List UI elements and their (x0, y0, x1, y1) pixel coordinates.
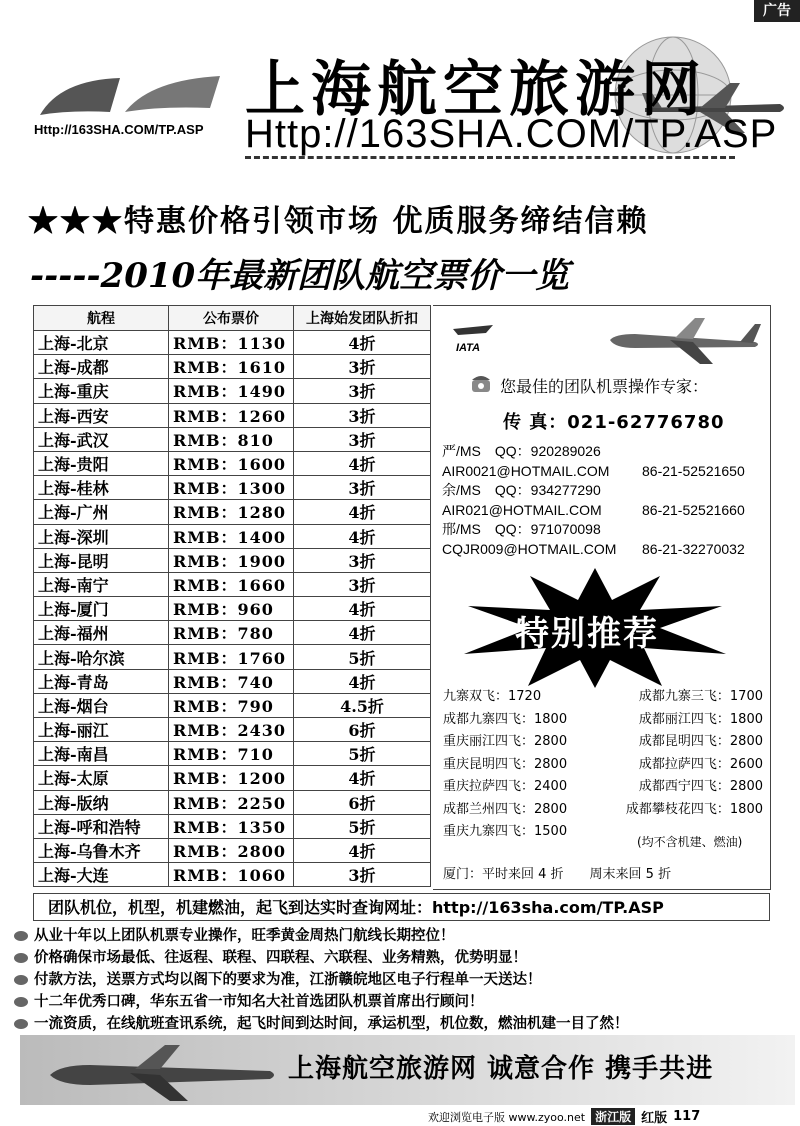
contact-info[interactable]: 余/MS QQ：934277290 (442, 482, 601, 498)
table-row (34, 645, 431, 669)
route-row (443, 799, 763, 822)
contact-phone[interactable]: 86-21-52521650 (642, 462, 745, 479)
table-cell-price: RMB：1200 (169, 766, 294, 790)
bullet-text: 付款方法，送票方式均以阁下的要求为准，江浙赣皖地区电子行程单一天送达！ (34, 971, 542, 988)
table-cell-route: 上海-广州 (34, 500, 169, 524)
table-cell-price: RMB：2250 (169, 790, 294, 814)
bullet-icon (14, 997, 28, 1007)
brand-title: 上海航空旅游网 (245, 55, 707, 125)
table-cell-disc: 6折 (294, 790, 431, 814)
column-header: 航程 (34, 306, 169, 331)
edition-label: 红版 (641, 1111, 668, 1126)
bullet-icon (14, 931, 28, 941)
expert-text: 您最佳的团队机票操作专家： (500, 377, 709, 396)
table-row (34, 524, 431, 548)
table-cell-disc: 4折 (294, 524, 431, 548)
table-cell-price: RMB：1060 (169, 863, 294, 887)
big-url[interactable]: Http://163SHA.COM/TP.ASP (245, 112, 778, 156)
table-cell-route: 上海-大连 (34, 863, 169, 887)
table-cell-price: RMB：1610 (169, 355, 294, 379)
table-cell-price: RMB：1400 (169, 524, 294, 548)
column-header: 公布票价 (169, 306, 294, 331)
table-cell-disc: 5折 (294, 742, 431, 766)
table-row (34, 838, 431, 862)
contact-row (442, 501, 762, 521)
table-cell-price: RMB：1130 (169, 331, 294, 355)
table-row (34, 669, 431, 693)
route-item: 成都丽江四飞：1800 (638, 711, 763, 727)
table-cell-route: 上海-南昌 (34, 742, 169, 766)
table-row (34, 597, 431, 621)
table-cell-route: 上海-烟台 (34, 693, 169, 717)
table-cell-disc: 3折 (294, 548, 431, 572)
table-row (34, 742, 431, 766)
table-cell-price: RMB：810 (169, 427, 294, 451)
route-item: 成都九寨四飞：1800 (443, 711, 568, 727)
table-cell-price: RMB：960 (169, 597, 294, 621)
table-row (34, 693, 431, 717)
contact-phone[interactable]: 86-21-52521660 (642, 501, 745, 518)
table-cell-route: 上海-桂林 (34, 476, 169, 500)
table-cell-route: 上海-哈尔滨 (34, 645, 169, 669)
table-cell-disc: 3折 (294, 379, 431, 403)
table-cell-disc: 6折 (294, 718, 431, 742)
table-row (34, 331, 431, 355)
price-table (33, 305, 431, 887)
table-header-row (34, 306, 431, 331)
table-row (34, 476, 431, 500)
bullet-text: 价格确保市场最低、往返程、联程、四联程、六联程、业务精熟，优势明显！ (34, 949, 527, 966)
table-cell-route: 上海-西安 (34, 403, 169, 427)
table-row (34, 403, 431, 427)
table-cell-price: RMB：1260 (169, 403, 294, 427)
table-cell-price: RMB：2800 (169, 838, 294, 862)
table-cell-disc: 3折 (294, 403, 431, 427)
table-cell-disc: 3折 (294, 355, 431, 379)
table-cell-route: 上海-太原 (34, 766, 169, 790)
route-row (443, 731, 763, 754)
route-item: 成都九寨三飞：1700 (638, 689, 763, 704)
table-row (34, 621, 431, 645)
footer-site[interactable]: 欢迎浏览电子版 www.zyoo.net (428, 1110, 586, 1124)
table-cell-route: 上海-呼和浩特 (34, 814, 169, 838)
table-cell-price: RMB：1490 (169, 379, 294, 403)
table-cell-route: 上海-贵阳 (34, 451, 169, 475)
table-row (34, 718, 431, 742)
route-row (443, 686, 763, 709)
table-row (34, 451, 431, 475)
table-cell-disc: 4折 (294, 500, 431, 524)
special-recommend-label: 特别推荐 (515, 614, 659, 654)
contact-phone[interactable]: 86-21-32270032 (642, 540, 745, 557)
contact-row (442, 520, 762, 540)
route-item: 成都昆明四飞：2800 (638, 734, 763, 749)
iata-label: IATA (456, 342, 481, 354)
table-cell-price: RMB：1300 (169, 476, 294, 500)
route-row (443, 776, 763, 799)
bullet-text: 十二年优秀口碑，华东五省一市知名大社首选团队机票首席出行顾问！ (34, 993, 484, 1010)
bullet-item (14, 925, 794, 947)
query-bar[interactable]: 团队机位，机型，机建燃油，起飞到达实时查询网址：http://163sha.com/TP.ASP (33, 893, 770, 921)
contact-list (442, 442, 762, 559)
table-cell-route: 上海-武汉 (34, 427, 169, 451)
bullet-icon (14, 953, 28, 963)
contact-info[interactable]: 严/MS QQ：920289026 (442, 443, 601, 459)
table-cell-price: RMB：710 (169, 742, 294, 766)
table-cell-route: 上海-福州 (34, 621, 169, 645)
page-number: 117 (673, 1109, 701, 1124)
table-cell-price: RMB：1900 (169, 548, 294, 572)
iata-logo (448, 315, 498, 355)
contact-info[interactable]: AIR0021@HOTMAIL.COM (442, 462, 610, 479)
table-cell-disc: 4折 (294, 621, 431, 645)
table-cell-disc: 3折 (294, 427, 431, 451)
table-cell-disc: 3折 (294, 572, 431, 596)
contact-info[interactable]: CQJR009@HOTMAIL.COM (442, 540, 617, 557)
contact-info[interactable]: AIR021@HOTMAIL.COM (442, 501, 602, 518)
table-cell-route: 上海-昆明 (34, 548, 169, 572)
table-cell-route: 上海-乌鲁木齐 (34, 838, 169, 862)
table-cell-disc: 4折 (294, 451, 431, 475)
table-cell-route: 上海-南宁 (34, 572, 169, 596)
contact-row (442, 540, 762, 560)
brand-logo-graphic (30, 70, 230, 120)
slogan: ★★★特惠价格引领市场 优质服务缔结信赖 (28, 204, 649, 239)
table-cell-route: 上海-厦门 (34, 597, 169, 621)
table-row (34, 500, 431, 524)
contact-info[interactable]: 邢/MS QQ：971070098 (442, 521, 601, 537)
table-row (34, 355, 431, 379)
route-item: 成都攀枝花四飞：1800 (625, 801, 763, 817)
table-cell-price: RMB：1280 (169, 500, 294, 524)
table-row (34, 863, 431, 887)
table-cell-price: RMB：1760 (169, 645, 294, 669)
route-item: 重庆丽江四飞：2800 (443, 734, 568, 749)
bullet-item (14, 969, 794, 991)
bullet-list (14, 925, 794, 1035)
table-cell-route: 上海-北京 (34, 331, 169, 355)
contact-row (442, 462, 762, 482)
table-cell-route: 上海-重庆 (34, 379, 169, 403)
table-row (34, 814, 431, 838)
divider (245, 156, 735, 159)
bullet-icon (14, 1019, 28, 1029)
bullet-text: 一流资质，在线航班查讯系统，起飞时间到达时间，承运机型，机位数，燃油机建一目了然！ (34, 1015, 629, 1032)
table-cell-disc: 3折 (294, 476, 431, 500)
small-url[interactable]: Http://163SHA.COM/TP.ASP (34, 122, 204, 137)
table-cell-price: RMB：1600 (169, 451, 294, 475)
route-row (443, 754, 763, 777)
headline: -----2010年最新团队航空票价一览 (30, 256, 570, 296)
bullet-item (14, 991, 794, 1013)
route-row (443, 709, 763, 732)
fax-number: 传 真：021-62776780 (503, 412, 725, 433)
bullet-text: 从业十年以上团队机票专业操作，旺季黄金周热门航线长期控位！ (34, 927, 455, 944)
table-cell-route: 上海-青岛 (34, 669, 169, 693)
table-cell-price: RMB：1660 (169, 572, 294, 596)
route-item: 重庆拉萨四飞：2400 (443, 779, 568, 794)
table-cell-route: 上海-丽江 (34, 718, 169, 742)
table-cell-price: RMB：2430 (169, 718, 294, 742)
table-cell-disc: 4折 (294, 669, 431, 693)
column-header: 上海始发团队折扣 (294, 306, 431, 331)
table-row (34, 766, 431, 790)
route-item: 成都西宁四飞：2800 (638, 779, 763, 794)
route-item: 重庆昆明四飞：2800 (443, 756, 568, 772)
xiamen-offer: 厦门：平时来回 4 折 周末来回 5 折 (443, 867, 672, 882)
bullet-item (14, 1013, 794, 1035)
route-item: 成都兰州四飞：2800 (443, 801, 568, 817)
route-item: 成都拉萨四飞：2600 (638, 756, 763, 772)
contact-row (442, 481, 762, 501)
table-cell-price: RMB：790 (169, 693, 294, 717)
table-cell-disc: 4折 (294, 331, 431, 355)
table-row (34, 572, 431, 596)
table-row (34, 379, 431, 403)
table-row (34, 790, 431, 814)
phone-icon (470, 372, 492, 394)
table-cell-price: RMB：780 (169, 621, 294, 645)
table-cell-disc: 5折 (294, 814, 431, 838)
table-row (34, 427, 431, 451)
table-cell-disc: 4折 (294, 597, 431, 621)
table-cell-price: RMB：1350 (169, 814, 294, 838)
contact-row (442, 442, 762, 462)
route-list (443, 686, 763, 844)
edition-tag: 浙江版 (591, 1108, 635, 1125)
table-cell-disc: 4折 (294, 838, 431, 862)
table-cell-route: 上海-版纳 (34, 790, 169, 814)
airplane-icon (605, 312, 765, 372)
table-cell-route: 上海-深圳 (34, 524, 169, 548)
bullet-icon (14, 975, 28, 985)
table-cell-disc: 5折 (294, 645, 431, 669)
footer-slogan: 上海航空旅游网 诚意合作 携手共进 (288, 1054, 714, 1084)
note: (均不含机建、燃油) (637, 835, 743, 849)
table-cell-price: RMB：740 (169, 669, 294, 693)
table-cell-disc: 4折 (294, 766, 431, 790)
table-cell-disc: 3折 (294, 863, 431, 887)
ad-tag: 广告 (754, 0, 800, 22)
table-cell-disc: 4.5折 (294, 693, 431, 717)
table-cell-route: 上海-成都 (34, 355, 169, 379)
table-row (34, 548, 431, 572)
route-item: 重庆九寨四飞：1500 (443, 824, 568, 839)
bullet-item (14, 947, 794, 969)
route-item: 九寨双飞：1720 (443, 689, 542, 704)
footer-line (428, 1107, 700, 1126)
